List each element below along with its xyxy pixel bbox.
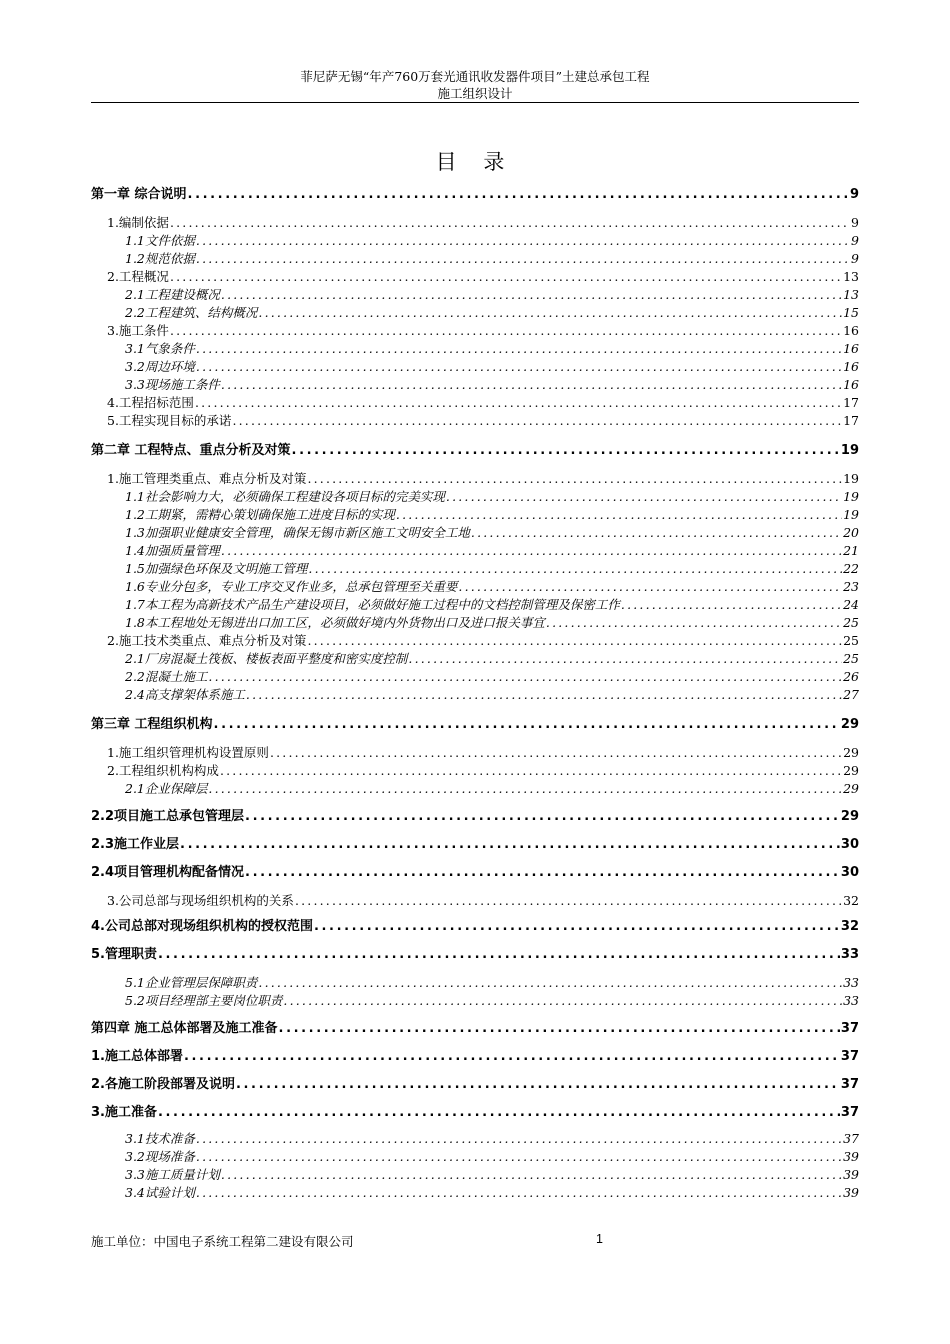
toc-entry-title: 2.各施工阶段部署及说明	[91, 1077, 235, 1092]
header-project-title: 菲尼萨无锡“年产760万套光通讯收发器件项目”土建总承包工程	[300, 69, 650, 84]
toc-entry-title: 2.工程组织机构构成	[107, 763, 219, 778]
toc-entry-title: 3.3现场施工条件	[125, 377, 220, 392]
toc-entry-page: 17	[843, 413, 859, 428]
toc-dot-leader	[458, 578, 842, 596]
toc-entry-page: 26	[843, 669, 859, 684]
toc-dot-leader	[196, 1130, 842, 1148]
toc-entry-title: 3.公司总部与现场组织机构的关系	[107, 893, 294, 908]
toc-entry-page: 25	[843, 615, 859, 630]
toc-entry-page: 9	[849, 187, 859, 202]
toc-dot-leader	[196, 1184, 842, 1202]
toc-subsection-entry[interactable]	[91, 668, 859, 686]
toc-entry-page: 37	[840, 1049, 859, 1064]
toc-entry-title: 3.1气象条件	[125, 341, 195, 356]
toc-entry-page: 24	[843, 597, 859, 612]
toc-entry-page: 19	[840, 443, 859, 458]
toc-dot-leader	[246, 686, 842, 704]
toc-dot-leader	[196, 340, 842, 358]
toc-subsection-entry[interactable]	[91, 992, 859, 1010]
toc-dot-leader	[245, 808, 840, 826]
toc-dot-leader	[258, 304, 842, 322]
toc-subsection-entry[interactable]	[91, 1130, 859, 1148]
toc-entry-title: 第三章 工程组织机构	[91, 717, 213, 732]
toc-entry-page: 16	[843, 359, 859, 374]
toc-dot-leader	[396, 506, 842, 524]
toc-entry-page: 37	[843, 1131, 859, 1146]
toc-dot-leader	[232, 412, 842, 430]
toc-entry-title: 2.1企业保障层	[125, 781, 208, 796]
toc-entry-title: 第二章 工程特点、重点分析及对策	[91, 443, 291, 458]
toc-entry-title: 1.7本工程为高新技术产品生产建设项目，必须做好施工过程中的文档控制管理及保密工作	[125, 597, 620, 612]
toc-entry-title: 3.1技术准备	[125, 1131, 195, 1146]
toc-entry-page: 23	[843, 579, 859, 594]
toc-chapter-entry[interactable]	[91, 442, 859, 460]
toc-entry-page: 16	[843, 323, 859, 338]
toc-entry-page: 39	[843, 1185, 859, 1200]
toc-entry-title: 5.1企业管理层保障职责	[125, 975, 258, 990]
toc-entry-title: 2.2工程建筑、结构概况	[125, 305, 258, 320]
toc-entry-title: 2.2项目施工总承包管理层	[91, 809, 245, 824]
toc-entry-page: 30	[840, 837, 859, 852]
toc-entry-page: 32	[843, 893, 859, 908]
toc-dot-leader	[221, 542, 842, 560]
toc-dot-leader	[188, 186, 849, 204]
toc-section-entry[interactable]	[91, 744, 859, 762]
toc-entry-page: 37	[840, 1077, 859, 1092]
toc-dot-leader	[180, 836, 840, 854]
toc-section-entry[interactable]	[91, 632, 859, 650]
toc-entry-title: 1.施工组织管理机构设置原则	[107, 745, 269, 760]
toc-section-entry[interactable]	[91, 322, 859, 340]
toc-entry-page: 9	[851, 215, 859, 230]
toc-entry-title: 3.施工准备	[91, 1105, 157, 1120]
toc-dot-leader	[208, 780, 842, 798]
toc-dot-leader	[292, 442, 840, 460]
toc-entry-title: 第四章 施工总体部署及施工准备	[91, 1021, 278, 1036]
toc-section-entry[interactable]	[91, 470, 859, 488]
toc-entry-title: 1.1社会影响力大，必须确保工程建设各项目标的完美实现	[125, 489, 445, 504]
toc-dot-leader	[170, 214, 850, 232]
toc-subsection-entry[interactable]	[91, 250, 859, 268]
footer-page-number: 1	[596, 1232, 603, 1246]
toc-dot-leader	[220, 762, 842, 780]
toc-section-entry[interactable]	[91, 762, 859, 780]
toc-chapter-entry[interactable]	[91, 1048, 859, 1066]
toc-subsection-entry[interactable]	[91, 376, 859, 394]
toc-entry-title: 1.8本工程地处无锡进出口加工区，必须做好境内外货物出口及进口报关事宜	[125, 615, 545, 630]
toc-subsection-entry[interactable]	[91, 1166, 859, 1184]
toc-entry-page: 27	[843, 687, 859, 702]
toc-subsection-entry[interactable]	[91, 686, 859, 704]
toc-dot-leader	[279, 1020, 840, 1038]
toc-dot-leader	[221, 376, 842, 394]
toc-entry-page: 29	[843, 745, 859, 760]
toc-section-entry[interactable]	[91, 892, 859, 910]
toc-chapter-entry[interactable]	[91, 808, 859, 826]
toc-dot-leader	[196, 250, 850, 268]
toc-section-entry[interactable]	[91, 214, 859, 232]
toc-entry-title: 1.2规范依据	[125, 251, 195, 266]
toc-entry-title: 5.工程实现目标的承诺	[107, 413, 232, 428]
toc-subsection-entry[interactable]	[91, 358, 859, 376]
toc-entry-title: 2.4高支撑架体系施工	[125, 687, 245, 702]
toc-subsection-entry[interactable]	[91, 780, 859, 798]
toc-entry-page: 29	[840, 717, 859, 732]
toc-entry-title: 2.施工技术类重点、难点分析及对策	[107, 633, 307, 648]
toc-chapter-entry[interactable]	[91, 1076, 859, 1094]
toc-entry-page: 9	[851, 233, 859, 248]
toc-entry-page: 9	[851, 251, 859, 266]
toc-subsection-entry[interactable]	[91, 488, 859, 506]
toc-dot-leader	[196, 358, 842, 376]
toc-dot-leader	[307, 632, 842, 650]
toc-dot-leader	[245, 864, 840, 882]
toc-dot-leader	[471, 524, 842, 542]
toc-entry-title: 4.工程招标范围	[107, 395, 194, 410]
toc-subsection-entry[interactable]	[91, 304, 859, 322]
toc-subsection-entry[interactable]	[91, 596, 859, 614]
toc-entry-page: 29	[843, 763, 859, 778]
toc-entry-title: 2.4项目管理机构配备情况	[91, 865, 245, 880]
toc-subsection-entry[interactable]	[91, 650, 859, 668]
toc-entry-page: 17	[843, 395, 859, 410]
toc-dot-leader	[236, 1076, 840, 1094]
toc-chapter-entry[interactable]	[91, 836, 859, 854]
toc-section-entry[interactable]	[91, 268, 859, 286]
toc-entry-page: 33	[843, 993, 859, 1008]
toc-entry-title: 1.1文件依据	[125, 233, 195, 248]
toc-subsection-entry[interactable]	[91, 1184, 859, 1202]
toc-dot-leader	[446, 488, 842, 506]
toc-dot-leader	[184, 1048, 840, 1066]
toc-dot-leader	[158, 1104, 840, 1122]
toc-dot-leader	[307, 470, 842, 488]
toc-dot-leader	[546, 614, 842, 632]
toc-entry-title: 1.编制依据	[107, 215, 169, 230]
toc-entry-page: 19	[843, 489, 859, 504]
toc-dot-leader	[221, 1166, 842, 1184]
toc-dot-leader	[195, 394, 842, 412]
toc-entry-page: 37	[840, 1021, 859, 1036]
toc-entry-page: 29	[840, 809, 859, 824]
toc-entry-page: 37	[840, 1105, 859, 1120]
toc-subsection-entry[interactable]	[91, 1148, 859, 1166]
toc-dot-leader	[295, 892, 842, 910]
toc-entry-title: 1.施工总体部署	[91, 1049, 183, 1064]
toc-entry-page: 13	[843, 287, 859, 302]
toc-chapter-entry[interactable]	[91, 918, 859, 936]
toc-chapter-entry[interactable]	[91, 1104, 859, 1122]
toc-dot-leader	[283, 992, 842, 1010]
toc-dot-leader	[196, 1148, 842, 1166]
toc-subsection-entry[interactable]	[91, 286, 859, 304]
toc-subsection-entry[interactable]	[91, 340, 859, 358]
toc-subsection-entry[interactable]	[91, 974, 859, 992]
toc-entry-title: 1.施工管理类重点、难点分析及对策	[107, 471, 307, 486]
header-document-title: 施工组织设计	[437, 86, 513, 101]
toc-entry-title: 3.4试验计划	[125, 1185, 195, 1200]
toc-entry-title: 1.4加强质量管理	[125, 543, 220, 558]
toc-chapter-entry[interactable]	[91, 186, 859, 204]
toc-dot-leader	[158, 946, 840, 964]
toc-subsection-entry[interactable]	[91, 614, 859, 632]
footer-company: 施工单位：中国电子系统工程第二建设有限公司	[91, 1234, 354, 1249]
toc-entry-page: 33	[840, 947, 859, 962]
toc-entry-page: 16	[843, 341, 859, 356]
toc-entry-title: 3.施工条件	[107, 323, 169, 338]
toc-chapter-entry[interactable]	[91, 716, 859, 734]
toc-entry-page: 29	[843, 781, 859, 796]
toc-entry-page: 16	[843, 377, 859, 392]
header-divider	[91, 102, 859, 103]
toc-section-entry[interactable]	[91, 412, 859, 430]
toc-dot-leader	[208, 668, 842, 686]
toc-entry-title: 2.工程概况	[107, 269, 169, 284]
toc-entry-page: 20	[843, 525, 859, 540]
toc-dot-leader	[270, 744, 842, 762]
toc-entry-title: 2.1工程建设概况	[125, 287, 220, 302]
toc-entry-page: 25	[843, 651, 859, 666]
toc-entry-title: 第一章 综合说明	[91, 187, 187, 202]
toc-dot-leader	[221, 286, 842, 304]
toc-dot-leader	[258, 974, 842, 992]
toc-title: 目 录	[435, 150, 515, 174]
toc-subsection-entry[interactable]	[91, 524, 859, 542]
toc-subsection-entry[interactable]	[91, 578, 859, 596]
toc-dot-leader	[214, 716, 840, 734]
toc-dot-leader	[314, 918, 840, 936]
toc-dot-leader	[621, 596, 842, 614]
toc-entry-title: 1.2工期紧，需精心策划确保施工进度目标的实现	[125, 507, 395, 522]
toc-dot-leader	[308, 560, 842, 578]
toc-entry-title: 1.5加强绿色环保及文明施工管理	[125, 561, 308, 576]
toc-entry-title: 3.2周边环境	[125, 359, 195, 374]
toc-entry-title: 3.2现场准备	[125, 1149, 195, 1164]
toc-entry-page: 19	[843, 471, 859, 486]
toc-entry-title: 3.3施工质量计划	[125, 1167, 220, 1182]
toc-subsection-entry[interactable]	[91, 232, 859, 250]
toc-entry-title: 5.2项目经理部主要岗位职责	[125, 993, 283, 1008]
toc-dot-leader	[170, 322, 842, 340]
toc-entry-page: 30	[840, 865, 859, 880]
toc-subsection-entry[interactable]	[91, 506, 859, 524]
toc-entry-title: 4.公司总部对现场组织机构的授权范围	[91, 919, 313, 934]
toc-entry-page: 25	[843, 633, 859, 648]
toc-chapter-entry[interactable]	[91, 946, 859, 964]
toc-entry-page: 39	[843, 1149, 859, 1164]
toc-entry-page: 15	[843, 305, 859, 320]
toc-entry-title: 2.3施工作业层	[91, 837, 180, 852]
toc-dot-leader	[408, 650, 842, 668]
toc-entry-page: 13	[843, 269, 859, 284]
toc-entry-title: 1.3加强职业健康安全管理，确保无锡市新区施工文明安全工地	[125, 525, 470, 540]
toc-entry-page: 21	[843, 543, 859, 558]
toc-entry-page: 19	[843, 507, 859, 522]
toc-entry-page: 33	[843, 975, 859, 990]
toc-entry-title: 5.管理职责	[91, 947, 157, 962]
toc-chapter-entry[interactable]	[91, 1020, 859, 1038]
toc-entry-title: 2.1厂房混凝土筏板、楼板表面平整度和密实度控制	[125, 651, 408, 666]
toc-subsection-entry[interactable]	[91, 560, 859, 578]
toc-entry-page: 22	[843, 561, 859, 576]
toc-entry-page: 39	[843, 1167, 859, 1182]
toc-entry-title: 1.6专业分包多，专业工序交叉作业多，总承包管理至关重要	[125, 579, 458, 594]
page-header	[91, 68, 859, 102]
toc-subsection-entry[interactable]	[91, 542, 859, 560]
toc-chapter-entry[interactable]	[91, 864, 859, 882]
toc-dot-leader	[196, 232, 850, 250]
toc-entry-page: 32	[840, 919, 859, 934]
toc-dot-leader	[170, 268, 842, 286]
toc-section-entry[interactable]	[91, 394, 859, 412]
toc-entry-title: 2.2混凝土施工	[125, 669, 208, 684]
